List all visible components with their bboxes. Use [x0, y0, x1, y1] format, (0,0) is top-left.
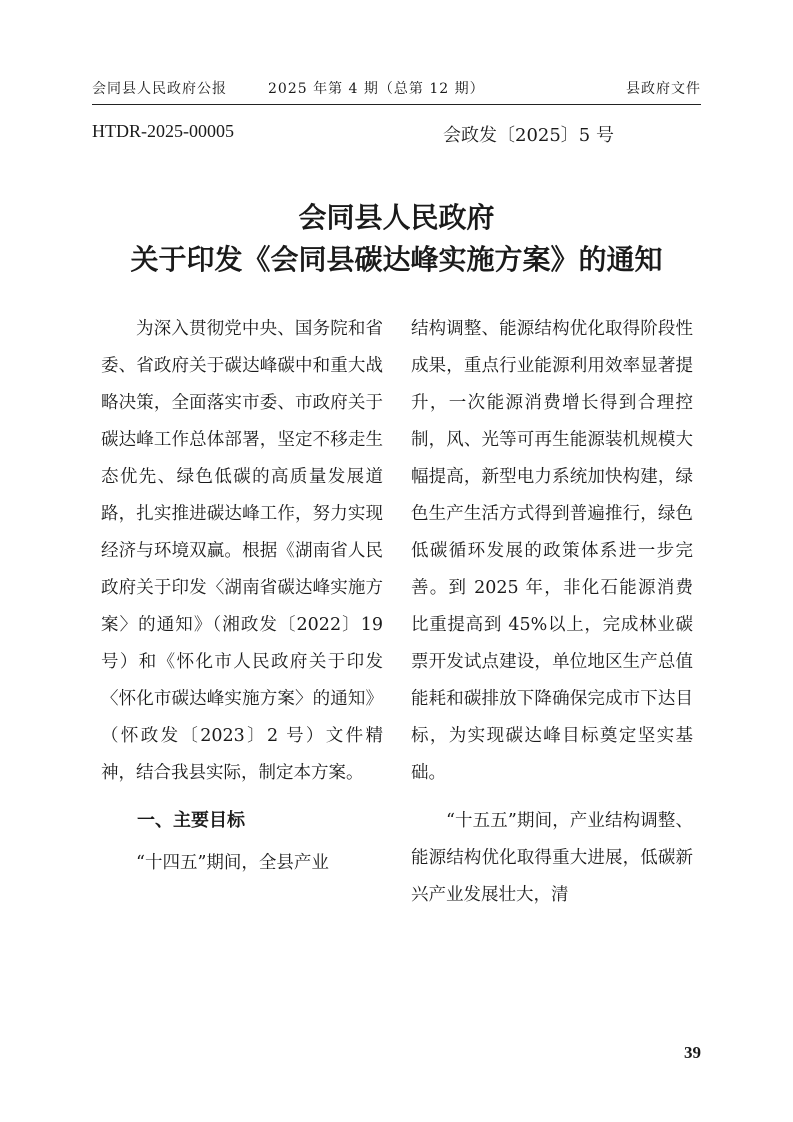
- section-name: 县政府文件: [626, 81, 701, 97]
- running-header: [92, 78, 701, 102]
- page-number: 39: [684, 1043, 701, 1062]
- header-rule: [92, 104, 701, 105]
- issue-info: 2025 年第 4 期（总第 12 期）: [268, 81, 485, 97]
- goals-paragraph-start: “十四五”期间，全县产业: [136, 853, 329, 873]
- fifteenth-plan-paragraph: “十五五”期间，产业结构调整、能源结构优化取得重大进展，低碳新兴产业发展壮大，清: [411, 811, 693, 905]
- goals-paragraph-continued: 结构调整、能源结构优化取得阶段性成果，重点行业能源利用效率显著提升，一次能源消费增长得到合理控制，风、光等可再生能源装机规模大幅提高，新型电力系统加快构建，绿色生产生活方式得到普遍推行，绿色低碳循环发展的政策体系进一步完善。到 2025 年，非化石能源消费比重提高到 45%以上，完成林业碳票开发试点建设，单位地区生产总值能耗和碳排放下降确保完成市下达目标，为实现碳达峰目标奠定坚实基础。: [411, 319, 693, 783]
- title-line-2: 关于印发《会同县碳达峰实施方案》的通知: [130, 243, 663, 276]
- body-column-left: [101, 311, 383, 882]
- document-code: HTDR-2025-00005: [92, 121, 234, 141]
- section-heading-main-goals: 一、主要目标: [137, 810, 245, 831]
- title-line-1: 会同县人民政府: [298, 201, 495, 234]
- document-number: 会政发〔2025〕5 号: [443, 125, 614, 146]
- document-title: [92, 197, 701, 281]
- body-column-right: [411, 311, 693, 914]
- publication-name: 会同县人民政府公报: [92, 81, 227, 97]
- intro-paragraph: 为深入贯彻党中央、国务院和省委、省政府关于碳达峰碳中和重大战略决策，全面落实市委、市政府关于碳达峰工作总体部署，坚定不移走生态优先、绿色低碳的高质量发展道路，扎实推进碳达峰工作，努力实现经济与环境双赢。根据《湖南省人民政府关于印发〈湖南省碳达峰实施方案〉的通知》（湘政发〔2022〕19 号）和《怀化市人民政府关于印发〈怀化市碳达峰实施方案〉的通知》（怀政发〔2023〕2 号）文件精神，结合我县实际，制定本方案。: [101, 319, 383, 783]
